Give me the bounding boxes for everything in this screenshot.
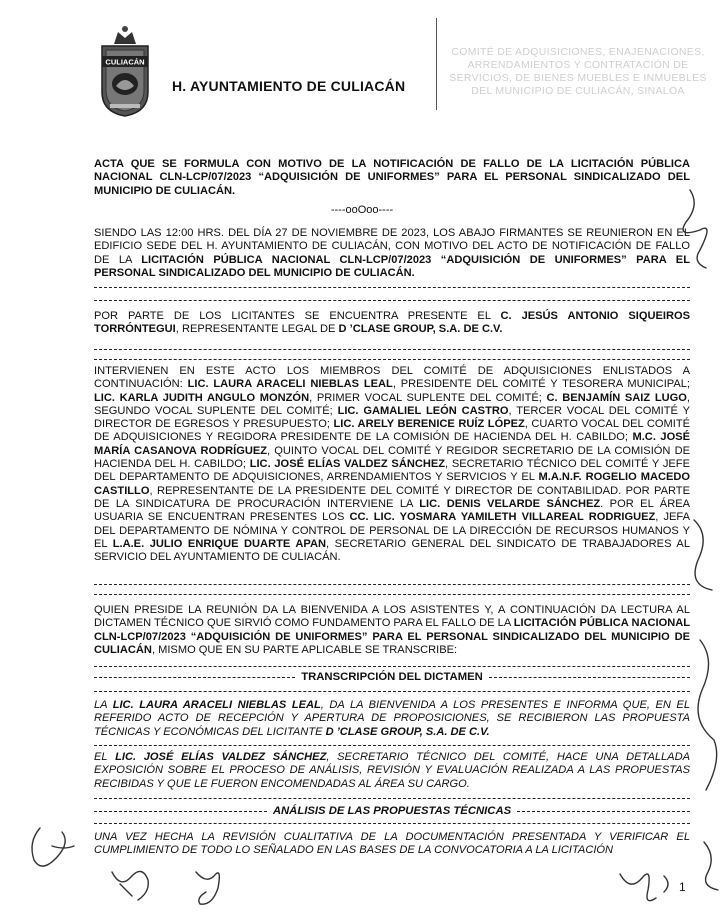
committee-text: , QUINTO VOCAL DEL COMITÉ Y REGIDOR SECRETARIO DE LA COMISIÓN DE HACIENDA DEL H. CABILDO;	[94, 444, 690, 471]
welcome-text: LA	[94, 699, 113, 711]
section-title: TRANSCRIPCIÓN DEL DICTAMEN	[301, 671, 483, 683]
signature-right-top	[683, 190, 707, 268]
committee-text: , REPRESENTANTE DE LA PRESIDENTE DEL COMITÉ Y DIRECTOR DE CONTABILIDAD. POR PARTE DE LA SINDICATURA DE PROCURACIÓN INTERVIENE LA	[94, 484, 690, 510]
paragraph-review: UNA VEZ HECHA LA REVISIÓN CUALITATIVA DE LA DOCUMENTACIÓN PRESENTADA Y VERIFICAR EL CUMPLIMIENTO DE TODO LO SEÑALADO EN LAS BASES DE LA CONVOCATORIA A LA LICITACIÓN	[94, 831, 690, 857]
reading-bold: LICITACIÓN PÚBLICA NACIONAL CLN-LCP/07/2023 “ADQUISICIÓN DE UNIFORMES” PARA EL PERSONAL SINDICALIZADO DEL MUNICIPIO DE CULIACÁN	[94, 617, 690, 656]
committee-text: , CUARTO VOCAL DEL COMITÉ DE ADQUISICIONES Y REGIDORA PRESIDENTE DE LA COMISIÓN DE HACIENDA DEL H. CABILDO;	[94, 418, 690, 444]
committee-member-name: LIC. LAURA ARACELI NIEBLAS LEAL	[187, 378, 393, 391]
exposition-text: EL	[94, 751, 116, 763]
committee-text: INTERVIENEN EN ESTE ACTO LOS MIEMBROS DEL COMITÉ DE ADQUISICIONES ENLISTADOS A CONTINUACIÓN:	[94, 365, 690, 391]
committee-member-name: LIC. DENIS VELARDE SÁNCHEZ	[419, 497, 601, 510]
opening-bold: LICITACIÓN PÚBLICA NACIONAL CLN-LCP/07/2023 “ADQUISICIÓN DE UNIFORMES” PARA EL PERSONAL SINDICALIZADO DEL MUNICIPIO DE CULIACÁN.	[94, 253, 690, 279]
committee-name: COMITÉ DE ADQUISICIONES, ENAJENACIONES, ARRENDAMIENTOS Y CONTRATACIÓN DE SERVICIOS, DE BIENES MUEBLES E INMUEBLES DEL MUNICIPIO DE CULIACÁN, SINALOA	[449, 46, 707, 97]
signature-right-mid	[694, 520, 712, 590]
reading-text: , MISMO QUE EN SU PARTE APLICABLE SE TRANSCRIBE:	[151, 643, 458, 656]
committee-text: , PRIMER VOCAL SUPLENTE DEL COMITÉ;	[309, 391, 547, 404]
committee-member-name: C. BENJAMÍN SAIZ LUGO	[546, 391, 687, 404]
committee-member-name: LIC. KARLA JUDITH ANGULO MONZÓN	[94, 391, 310, 404]
signature-bottom-mid	[196, 872, 219, 904]
committee-member-name: M.C. JOSÉ MARÍA CASANOVA RODRÍGUEZ	[94, 431, 690, 457]
signature-bottom-left	[112, 871, 148, 900]
welcome-text: , DA LA BIENVENIDA A LOS PRESENTES E INFORMA QUE, EN EL REFERIDO ACTO DE RECEPCIÓN Y APERTURA DE PROPOSICIONES, SE RECIBIERON LAS PROPUESTA TÉCNICAS Y ECONÓMICAS DEL LICITANTE	[94, 699, 690, 738]
committee-text: , TERCER VOCAL DEL COMITÉ Y DIRECTOR DE EGRESOS Y PRESUPUESTO;	[94, 404, 690, 431]
committee-member-name: CC. LIC. YOSMARA YAMILETH VILLAREAL RODRIGUEZ	[349, 511, 656, 524]
committee-member-name: L.A.E. JULIO ENRIQUE DUARTE APAN	[112, 537, 327, 550]
bidder-company: D ’CLASE GROUP, S.A. DE C.V.	[325, 725, 490, 738]
bidder-company: D ’CLASE GROUP, S.A. DE C.V.	[338, 323, 503, 336]
reading-text: QUIEN PRESIDE LA REUNIÓN DA LA BIENVENIDA A LOS ASISTENTES Y, A CONTINUACIÓN DA LECTURA AL DICTAMEN TÉCNICO QUE SIRVIÓ COMO FUNDAMENTO PARA EL FALLO DE LA	[94, 604, 690, 630]
signature-bottom-right	[620, 874, 668, 901]
separator-mark: ----ooOoo----	[330, 204, 394, 216]
committee-text: , JEFA DEL DEPARTAMENTO DE NÓMINA Y CONTROL DE PERSONAL DE LA DIRECCIÓN DE RECURSOS HUMANOS Y EL	[94, 511, 690, 550]
section-title: ANÁLISIS DE LAS PROPUESTAS TÉCNICAS	[272, 805, 512, 817]
page-number: 1	[679, 880, 686, 894]
seal-label: CULIACÁN	[105, 57, 145, 67]
document-heading: ACTA QUE SE FORMULA CON MOTIVO DE LA NOTIFICACIÓN DE FALLO DE LA LICITACIÓN PÚBLICA NACIONAL CLN-LCP/07/2023 “ADQUISICIÓN DE UNIFORMES” PARA EL PERSONAL SINDICALIZADO DEL MUNICIPIO DE CULIACÁN.	[94, 158, 690, 197]
president-name: LIC. LAURA ARACELI NIEBLAS LEAL	[112, 699, 321, 711]
signature-left	[32, 828, 74, 866]
committee-member-name: LIC. JOSÉ ELÍAS VALDEZ SÁNCHEZ	[249, 458, 446, 471]
bidder-representative: C. JESÚS ANTONIO SIQUEIROS TORRÓNTEGUI	[94, 310, 691, 336]
opening-text: SIENDO LAS 12:00 HRS. DEL DÍA 27 DE NOVIEMBRE DE 2023, LOS ABAJO FIRMANTES SE REUNIERON EN EL EDIFICIO SEDE DEL H. AYUNTAMIENTO DE CULIACÁN, CON MOTIVO DEL ACTO DE NOTIFICACIÓN DE FALLO DE LA	[94, 227, 690, 266]
committee-member-name: M.A.N.F. ROGELIO MACEDO CASTILLO	[94, 471, 691, 497]
signature-right-bottom	[704, 842, 718, 890]
header-title: H. AYUNTAMIENTO DE CULIACÁN	[172, 78, 406, 94]
signature-right-side	[698, 640, 717, 790]
committee-text: . POR EL ÁREA USUARIA SE ENCUENTRAN PRESENTES LOS	[94, 497, 690, 524]
committee-text: , PRESIDENTE DEL COMITÉ Y TESORERA MUNICIPAL;	[392, 378, 690, 391]
committee-member-name: LIC. GAMALIEL LEÓN CASTRO	[337, 404, 509, 417]
bidders-text: , REPRESENTANTE LEGAL DE	[175, 323, 339, 336]
exposition-text: , SECRETARIO TÉCNICO DEL COMITÉ, HACE UNA DETALLADA EXPOSICIÓN SOBRE EL PROCESO DE ANÁLISIS, REVISIÓN Y EVALUACIÓN REALIZADA A LAS PROPUESTAS RECIBIDAS Y QUE LE FUERON ENCOMENDADAS AL ÁREA SU CARGO.	[94, 751, 690, 790]
secretary-name: LIC. JOSÉ ELÍAS VALDEZ SÁNCHEZ	[115, 751, 327, 763]
committee-text: , SECRETARIO GENERAL DEL SINDICATO DE TRABAJADORES AL SERVICIO DEL AYUNTAMIENTO DE CULIACÁN.	[94, 537, 690, 564]
bidders-text: POR PARTE DE LOS LICITANTES SE ENCUENTRA PRESENTE EL	[94, 310, 501, 322]
committee-text: , SEGUNDO VOCAL SUPLENTE DEL COMITÉ;	[94, 391, 690, 417]
committee-text: , SECRETARIO TÉCNICO DEL COMITÉ Y JEFE DEL DEPARTAMENTO DE ADQUISICIONES, ARRENDAMIENTOS Y SERVICIOS Y EL	[94, 458, 690, 484]
committee-member-name: LIC. ARELY BERENICE RUÍZ LÓPEZ	[333, 418, 525, 431]
